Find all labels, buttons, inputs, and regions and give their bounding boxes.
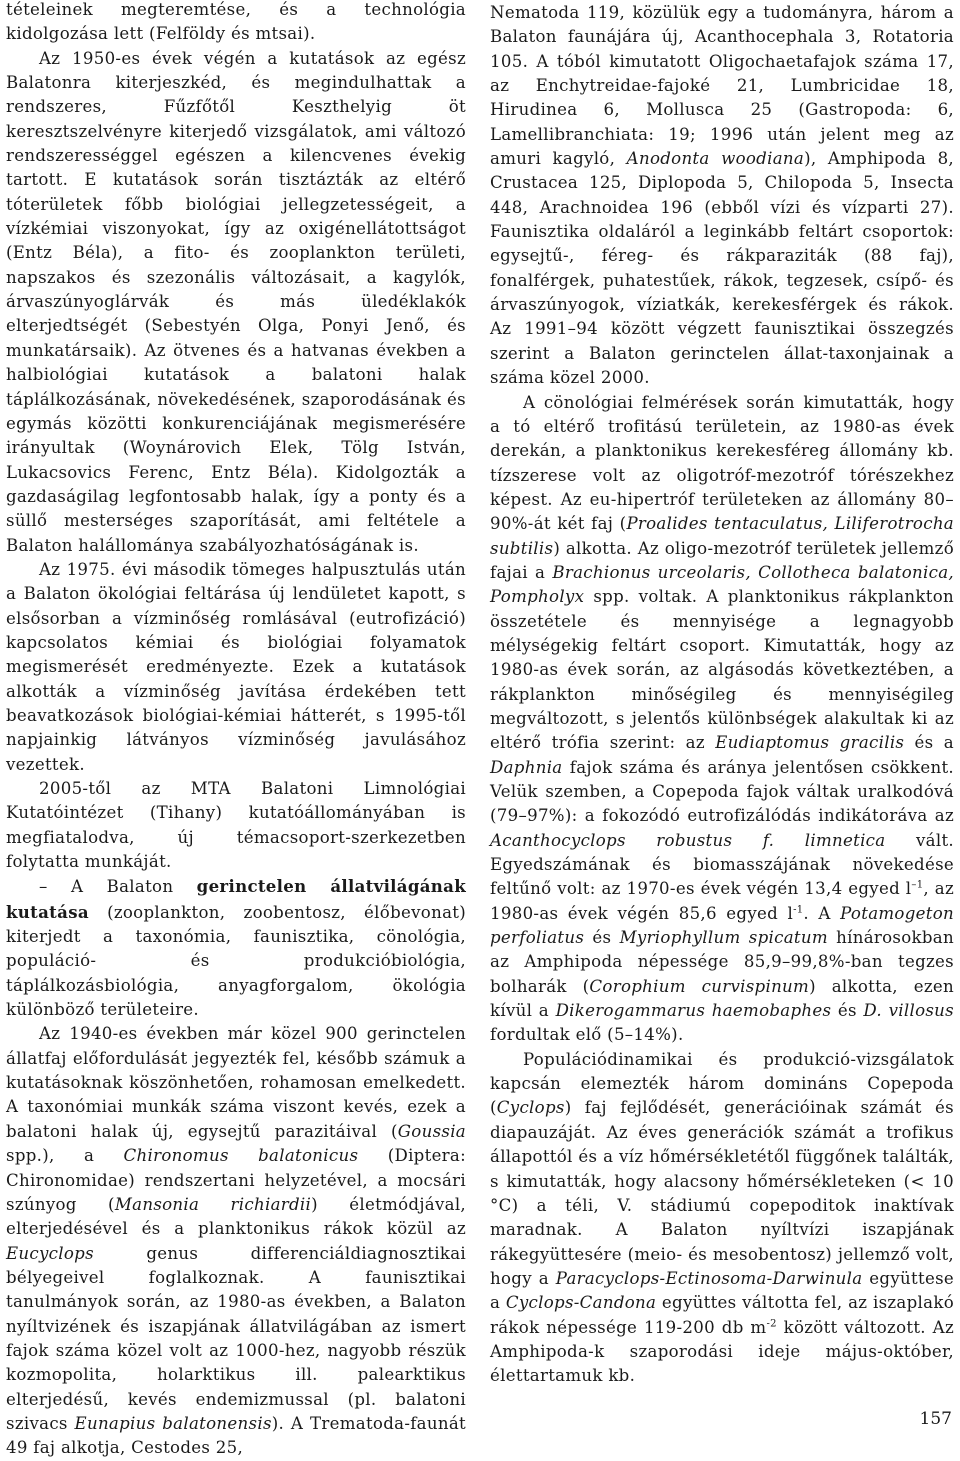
bold-text: gerinctelen állatvilágának kutatása [6, 876, 466, 922]
text-run: ) alkotta, ezen kívül a [490, 976, 954, 1021]
italic-text: Dikerogammarus haemobaphes [555, 1001, 832, 1021]
text-run: , az 1980-as évek végén 85,6 egyed l [490, 879, 954, 923]
text-run: és [584, 928, 620, 948]
italic-text: Daphnia [490, 757, 563, 777]
italic-text: Mansonia richiardii [114, 1194, 312, 1214]
italic-text: Cyclops [496, 1098, 565, 1118]
text-run: 2005-től az MTA Balatoni Limnológiai Kutatóintézet (Tihany) kutatóállományában is megfiatalodva, új témacsoport-szerkezetben folytatta munkáját. [6, 779, 466, 872]
text-run: fajok száma és aránya jelentősen csökkent. Velük szemben, a Copepoda fajok váltak uralkodóvá (79–97%): a fokozódó eutrofizálódás indikátoráva az [490, 757, 954, 826]
text-run: Az 1940-es években már közel 900 gerinctelen állatfaj előfordulását jegyezték fel, később számuk a kutatásoknak köszönhetően, rohamosan emelkedett. A taxonómiai munkák száma viszont kevés, ezek a balatoni halak új, egysejtű parazitáival ( [6, 1024, 466, 1141]
text-run: együttese a [490, 1268, 955, 1313]
text-run: ) faj fejlődését, generációinak számát és diapauzáját. Az éves generációk számát a trofikus állapottól és a víz hőmérsékletétől függőnek találták, s kimutatták, hogy alacsony hőmérsékleteken (< 10 °C) a téli, V. stádiumú copepoditok inaktívak maradnak. A Balaton nyíltvízi iszapjának rákegyüttesére (meio- és mesobentosz) jellemző volt, hogy a [490, 1098, 954, 1288]
italic-text: Cyclops-Candona [505, 1293, 657, 1313]
left-column [6, 0, 466, 1461]
superscript: -1 [793, 904, 804, 916]
paragraph [6, 1022, 466, 1460]
text-run: genus differenciáldiagnosztikai bélyegeivel foglalkoznak. A faunisztikai tanulmányok során, az 1980-as években, a Balaton nyíltvizének és iszapjának állatvilágában az ismert fajok száma közel volt az 1000-hez, nagyobb részük kozmopolita, holarktikus ill. palearktikus elterjedésű, kevés endemizmussal (pl. balatoni szivacs [6, 1243, 466, 1433]
italic-text: Goussia [397, 1121, 466, 1141]
text-run: A cönológiai felmérések során kimutatták, hogy a tó eltérő trofitású területein, az 1980-as évek derekán, a planktonikus kerekesféreg állomány kb. tízszerese volt az oligotróf-mezotróf tórészekhez képest. Az eu-hipertróf területeken az állomány 80–90%-át két faj ( [490, 392, 954, 534]
text-run: és a [904, 733, 954, 753]
text-run: (Diptera: Chironomidae) rendszertani helyzetével, a mocsári szúnyog ( [6, 1146, 466, 1214]
italic-text: Corophium curvispinum [589, 976, 810, 996]
right-column [490, 1, 954, 1389]
text-run: fordultak elő (5–14%). [490, 1025, 684, 1045]
italic-text: Proalides tentaculatus, Liliferotrocha subtilis [490, 514, 954, 558]
text-run: Populációdinamikai és produkció-vizsgálatok kapcsán elemezték három domináns Copepoda ( [490, 1049, 954, 1118]
paragraph [490, 391, 954, 1048]
text-run: hínárosokban az Amphipoda népessége 85,9–99,8%-ban tegzes bolharák ( [490, 928, 954, 996]
paragraph [6, 777, 466, 874]
page-number: 157 [919, 1409, 952, 1429]
text-run: . A [803, 903, 841, 923]
paragraph [6, 47, 466, 558]
text-run: ) alkotta. Az oligo-mezotróf területek jellemző fajai a [490, 538, 954, 582]
superscript: –1 [911, 879, 924, 891]
text-run: ) életmódjával, elterjedésével és a planktonikus rákok közül az [6, 1194, 466, 1239]
italic-text: Potamogeton perfoliatus [490, 903, 954, 948]
italic-text: Paracyclops-Ectinosoma-Darwinula [555, 1268, 863, 1288]
text-run: Az 1950-es évek végén a kutatások az egész Balatonra kiterjeszkéd, és megindulhattak a rendszeres, Fűzfőtől Keszthelyig öt keresztszelvényre kiterjedő vizsgálatok, ami változó rendszerességgel egészen a kilencvenes évekig tartott. E kutatások során tisztázták az eltérő tóterületek főbb biológiai jellegzetességeit, a vízkémiai viszonyokat, így az oxigénellátottságot (Entz Béla), a fito- és zooplankton területi, napszakos és szezonális változásait, a kagylók, árvaszúnyoglárvák és más üledéklakók elterjedtségét (Sebestyén Olga, Ponyi Jenő, és munkatársaik). Az ötvenes és a hatvanas években a halbiológiai kutatások a balatoni halak táplálkozásának, növekedésének, szaporodásának és egymás közötti konkurenciájának megismerésére irányultak (Woynárovich Elek, Tölg István, Lukacsovics Ferenc, Entz Béla). Kidolgozták a gazdaságilag legfontosabb halak, így a ponty és a süllő mesterséges szaporítását, ami feltétele a Balaton halállománya szabályozhatóságának is. [6, 48, 466, 555]
text-run: Nematoda 119, közülük egy a tudományra, három a Balaton faunájára új, Acanthocephala 3, Rotatoria 105. A tóból kimutatott Oligochaetafajok száma 17, az Enchytreidae-fajoké 21, Lumbricidae 18, Hirudinea 6, Mollusca 25 (Gastropoda: 6, Lamellibranchiata: 19; 1996 után jelent meg az amuri kagyló, [490, 3, 954, 169]
italic-text: Myriophyllum spicatum [619, 928, 828, 948]
text-run: tételeinek megteremtése, és a technológia kidolgozása lett (Felföldy és mtsai). [6, 0, 466, 44]
text-run: vált. Egyedszámának és biomasszájának növekedése feltűnő volt: az 1970-es évek végén 13,4 egyed l [490, 830, 955, 899]
superscript: -2 [766, 1318, 777, 1330]
text-run: ). A Trematoda-faunát 49 faj alkotja, Cestodes 25, [6, 1413, 466, 1458]
italic-text: D. villosus [863, 1001, 954, 1021]
text-run: ), Amphipoda 8, Crustacea 125, Diplopoda 5, Chilopoda 5, Insecta 448, Arachnoidea 196 (ebből vízi és vízparti 27). Faunisztika oldaláról a leginkább feltárt csoportok: egysejtű-, féreg- és rákparaziták (88 faj), fonalférgek, puhatestűek, rákok, tegzesek, csípő- és árvaszúnyogok, víziatkák, kerekesférgek és rákok. Az 1991–94 között végzett faunisztikai összegzés szerint a Balaton gerinctelen állat-taxonjainak a száma közel 2000. [490, 149, 955, 388]
text-run: és [831, 1001, 864, 1021]
italic-text: Eucyclops [6, 1243, 94, 1263]
text-run: (zooplankton, zoobentosz, élőbevonat) kiterjedt a taxonómia, faunisztika, cönológia, populáció- és produkcióbiológia, táplálkozásbiológia, anyagforgalom, ökológia különböző területeire. [6, 902, 466, 1020]
paragraph [490, 1048, 954, 1389]
italic-text: Eudiaptomus gracilis [715, 733, 905, 753]
italic-text: Chironomus balatonicus [123, 1146, 359, 1166]
text-run: Az 1975. évi második tömeges halpusztulás után a Balaton ökológiai feltárása új lendületet kapott, s elsősorban a vízminőség romlásával (eutrofizáció) kapcsolatos kémiai és biológiai folyamatok megismerését eredményezte. Ezek a kutatások alkották a vízminőség javítása érdekében tett beavatkozások biológiai-kémiai hátterét, s 1995-től napjainkig látványos vízminőség javulásához vezettek. [6, 559, 466, 774]
text-run: között változott. Az Amphipoda-k szaporodási ideje május-október, élettartamuk kb. [490, 1317, 954, 1386]
italic-text: Eunapius balatonensis [74, 1413, 272, 1433]
text-run: spp. voltak. A planktonikus rákplankton összetétele és mennyisége a legnagyobb mélységekig feltárt csoport. Kimutatták, hogy az 1980-as évek során, az algásodás következtében, a rákplankton minőségileg és mennyiségileg megváltozott, s jelentős különbségek alakultak ki az eltérő trófia szerint: az [490, 587, 954, 753]
italic-text: Anodonta woodiana [626, 149, 805, 169]
paragraph [6, 874, 466, 1022]
paragraph [6, 558, 466, 777]
paragraph [490, 1, 954, 391]
italic-text: Acanthocyclops robustus f. limnetica [490, 830, 886, 850]
text-run: együttes váltotta fel, az iszaplakó rákok népessége 119-200 db m [490, 1293, 954, 1337]
text-run: – A Balaton [39, 877, 197, 897]
paragraph [6, 0, 466, 47]
italic-text: Brachionus urceolaris, Collotheca balatonica, Pompholyx [490, 562, 954, 607]
text-run: spp.), a [6, 1146, 124, 1166]
